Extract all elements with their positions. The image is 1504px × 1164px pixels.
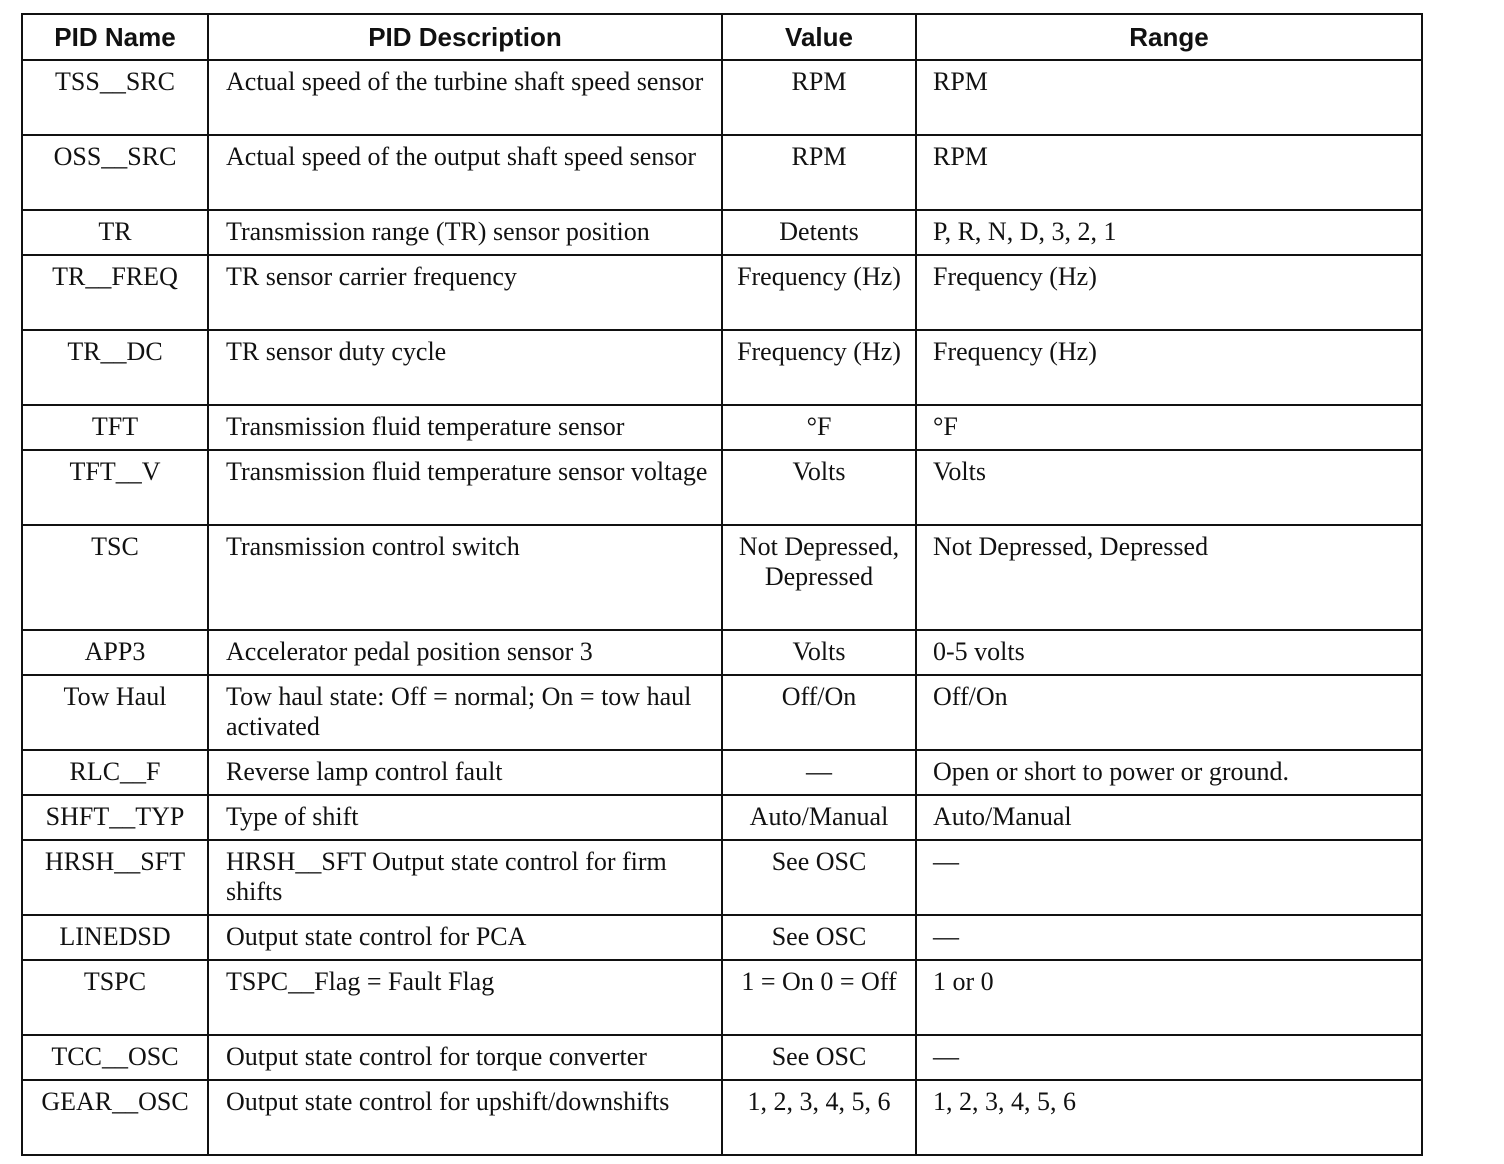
range-cell: 1 or 0 (916, 960, 1422, 1035)
value-cell: See OSC (722, 840, 916, 915)
range-cell: RPM (916, 135, 1422, 210)
pid-name-cell: TCC__OSC (22, 1035, 208, 1080)
table-row (22, 795, 1422, 840)
table-row (22, 525, 1422, 630)
table-row (22, 405, 1422, 450)
value-cell: Off/On (722, 675, 916, 750)
pid-name-cell: APP3 (22, 630, 208, 675)
table-row (22, 1080, 1422, 1155)
pid-description-cell: Output state control for PCA (208, 915, 722, 960)
value-cell: Frequency (Hz) (722, 255, 916, 330)
header-value: Value (722, 14, 916, 60)
pid-name-cell: TFT (22, 405, 208, 450)
pid-description-cell: Tow haul state: Off = normal; On = tow haul activated (208, 675, 722, 750)
pid-name-cell: GEAR__OSC (22, 1080, 208, 1155)
pid-name-cell: SHFT__TYP (22, 795, 208, 840)
range-cell: Frequency (Hz) (916, 255, 1422, 330)
range-cell: — (916, 1035, 1422, 1080)
table-row (22, 915, 1422, 960)
pid-name-cell: Tow Haul (22, 675, 208, 750)
value-cell: Detents (722, 210, 916, 255)
value-cell: °F (722, 405, 916, 450)
value-cell: — (722, 750, 916, 795)
value-cell: See OSC (722, 1035, 916, 1080)
pid-name-cell: TR (22, 210, 208, 255)
range-cell: Auto/Manual (916, 795, 1422, 840)
range-cell: 0-5 volts (916, 630, 1422, 675)
table-row (22, 840, 1422, 915)
table-row (22, 630, 1422, 675)
range-cell: — (916, 915, 1422, 960)
pid-description-cell: Actual speed of the turbine shaft speed sensor (208, 60, 722, 135)
range-cell: °F (916, 405, 1422, 450)
pid-description-cell: Transmission control switch (208, 525, 722, 630)
pid-name-cell: TR__DC (22, 330, 208, 405)
table-row (22, 135, 1422, 210)
pid-description-cell: TR sensor duty cycle (208, 330, 722, 405)
table-row (22, 1035, 1422, 1080)
header-range: Range (916, 14, 1422, 60)
value-cell: See OSC (722, 915, 916, 960)
pid-name-cell: TFT__V (22, 450, 208, 525)
value-cell: Frequency (Hz) (722, 330, 916, 405)
value-cell: Volts (722, 630, 916, 675)
pid-name-cell: LINEDSD (22, 915, 208, 960)
header-pid-name: PID Name (22, 14, 208, 60)
pid-name-cell: TSC (22, 525, 208, 630)
value-cell: Not Depressed, Depressed (722, 525, 916, 630)
table-row (22, 60, 1422, 135)
table-row (22, 750, 1422, 795)
header-row (22, 14, 1422, 60)
pid-description-cell: Reverse lamp control fault (208, 750, 722, 795)
table-row (22, 960, 1422, 1035)
range-cell: Volts (916, 450, 1422, 525)
table-row (22, 255, 1422, 330)
range-cell: — (916, 840, 1422, 915)
pid-description-cell: Output state control for torque converter (208, 1035, 722, 1080)
value-cell: 1 = On 0 = Off (722, 960, 916, 1035)
pid-table (21, 13, 1423, 1156)
value-cell: Auto/Manual (722, 795, 916, 840)
pid-name-cell: TR__FREQ (22, 255, 208, 330)
pid-name-cell: RLC__F (22, 750, 208, 795)
header-pid-description: PID Description (208, 14, 722, 60)
pid-description-cell: TR sensor carrier frequency (208, 255, 722, 330)
pid-name-cell: TSS__SRC (22, 60, 208, 135)
value-cell: RPM (722, 135, 916, 210)
table-row (22, 450, 1422, 525)
pid-description-cell: Transmission fluid temperature sensor voltage (208, 450, 722, 525)
table-row (22, 330, 1422, 405)
pid-description-cell: Actual speed of the output shaft speed sensor (208, 135, 722, 210)
pid-name-cell: HRSH__SFT (22, 840, 208, 915)
pid-description-cell: Transmission fluid temperature sensor (208, 405, 722, 450)
value-cell: RPM (722, 60, 916, 135)
pid-description-cell: HRSH__SFT Output state control for firm shifts (208, 840, 722, 915)
range-cell: 1, 2, 3, 4, 5, 6 (916, 1080, 1422, 1155)
range-cell: Frequency (Hz) (916, 330, 1422, 405)
table-row (22, 210, 1422, 255)
pid-description-cell: TSPC__Flag = Fault Flag (208, 960, 722, 1035)
range-cell: Off/On (916, 675, 1422, 750)
range-cell: RPM (916, 60, 1422, 135)
pid-description-cell: Transmission range (TR) sensor position (208, 210, 722, 255)
range-cell: P, R, N, D, 3, 2, 1 (916, 210, 1422, 255)
pid-name-cell: TSPC (22, 960, 208, 1035)
range-cell: Not Depressed, Depressed (916, 525, 1422, 630)
table-row (22, 675, 1422, 750)
pid-description-cell: Output state control for upshift/downshifts (208, 1080, 722, 1155)
value-cell: 1, 2, 3, 4, 5, 6 (722, 1080, 916, 1155)
pid-description-cell: Accelerator pedal position sensor 3 (208, 630, 722, 675)
pid-name-cell: OSS__SRC (22, 135, 208, 210)
range-cell: Open or short to power or ground. (916, 750, 1422, 795)
pid-description-cell: Type of shift (208, 795, 722, 840)
value-cell: Volts (722, 450, 916, 525)
